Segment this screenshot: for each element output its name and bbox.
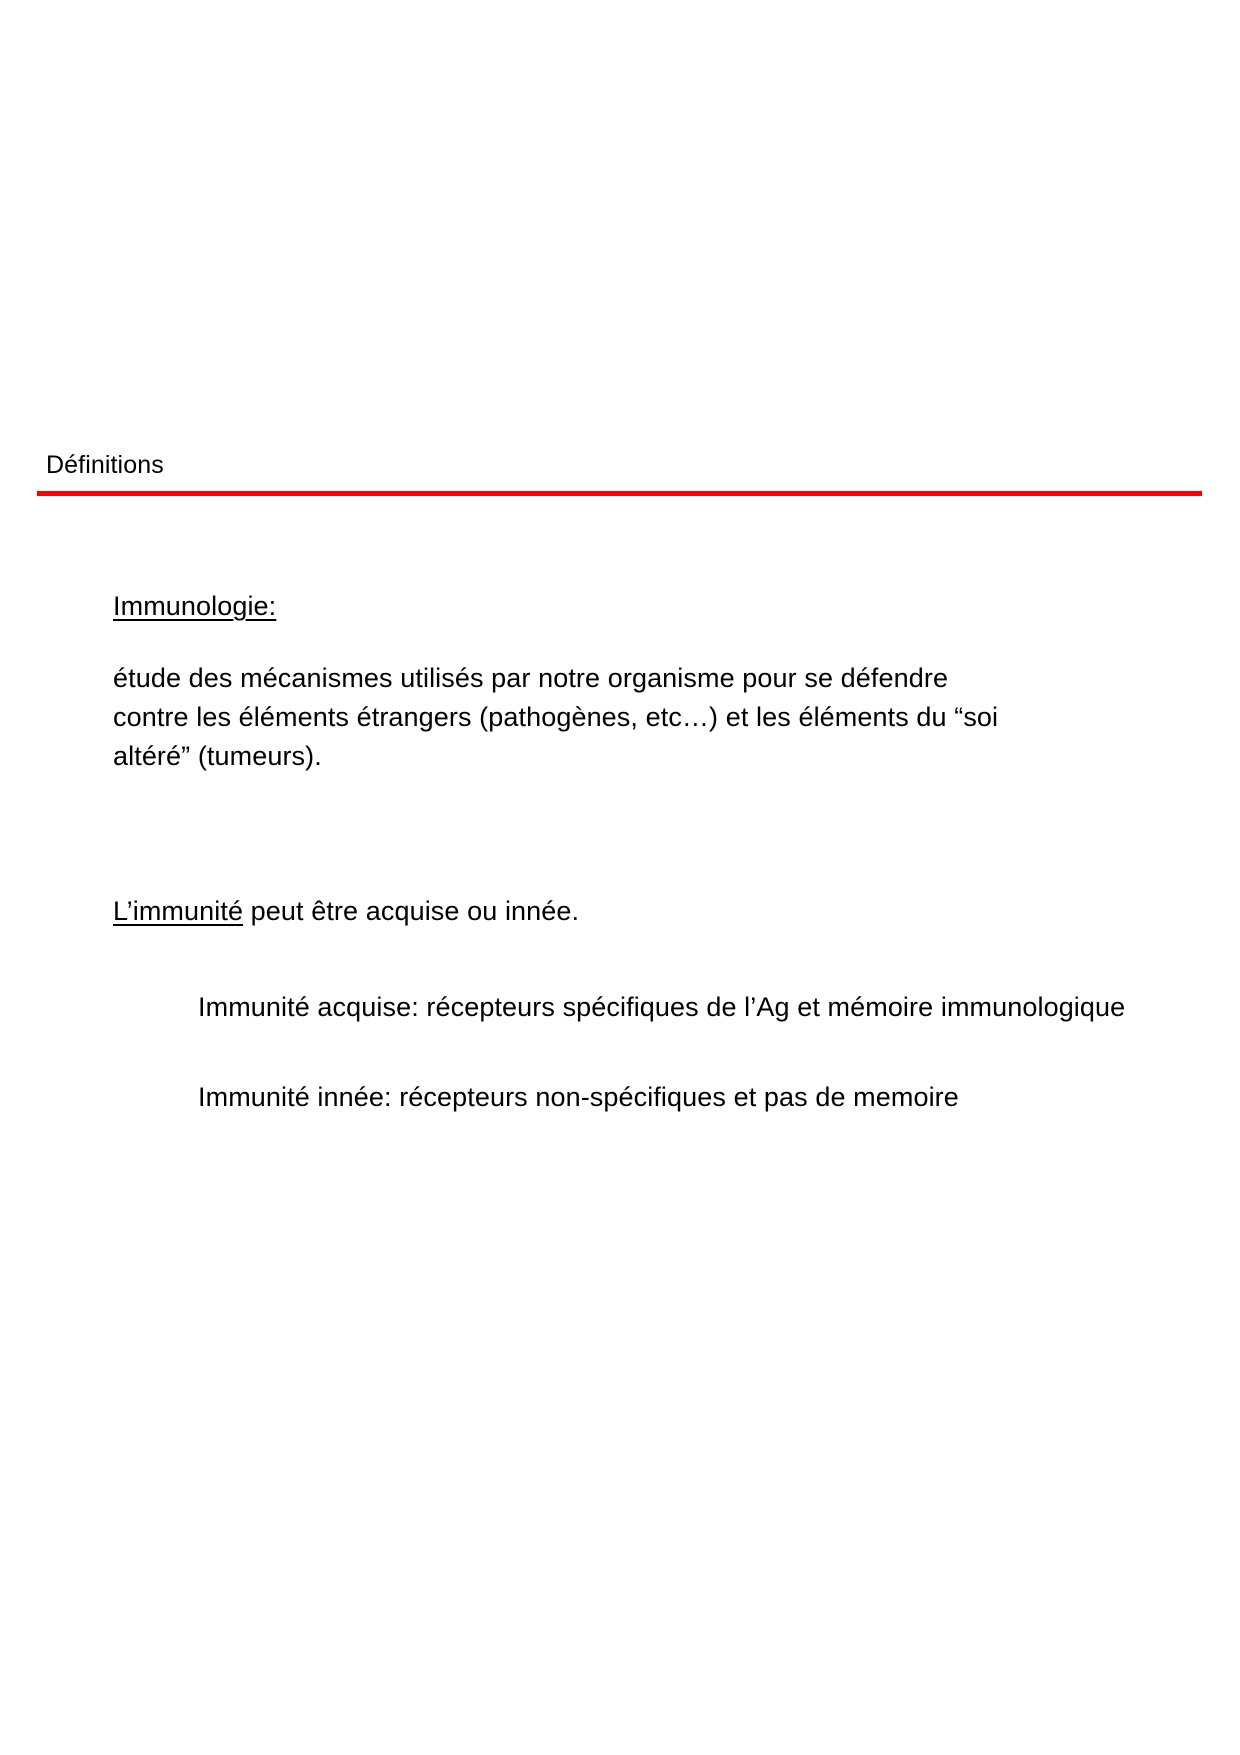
- title-underline-rule: [37, 491, 1202, 496]
- slide-title-block: [37, 450, 1202, 496]
- immunologie-heading: [113, 589, 1173, 623]
- immunologie-definition-paragraph: étude des mécanismes utilisés par notre organisme pour se défendre contre les éléments étrangers (pathogènes, etc…) et les éléments du “soi altéré” (tumeurs).: [113, 663, 999, 771]
- immunity-statement-rest: peut être acquise ou innée.: [243, 896, 580, 926]
- slide-body: [113, 589, 1173, 1114]
- list-item: Immunité acquise: récepteurs spécifiques de l’Ag et mémoire immunologique: [198, 992, 1126, 1022]
- immunity-types-list: [113, 990, 1173, 1114]
- list-item: Immunité innée: récepteurs non-spécifiques et pas de memoire: [198, 1082, 959, 1112]
- immunologie-heading-label: Immunologie:: [113, 591, 277, 621]
- page-title: Définitions: [46, 451, 164, 479]
- immunity-statement: [113, 894, 1173, 928]
- immunity-term: L’immunité: [113, 896, 244, 926]
